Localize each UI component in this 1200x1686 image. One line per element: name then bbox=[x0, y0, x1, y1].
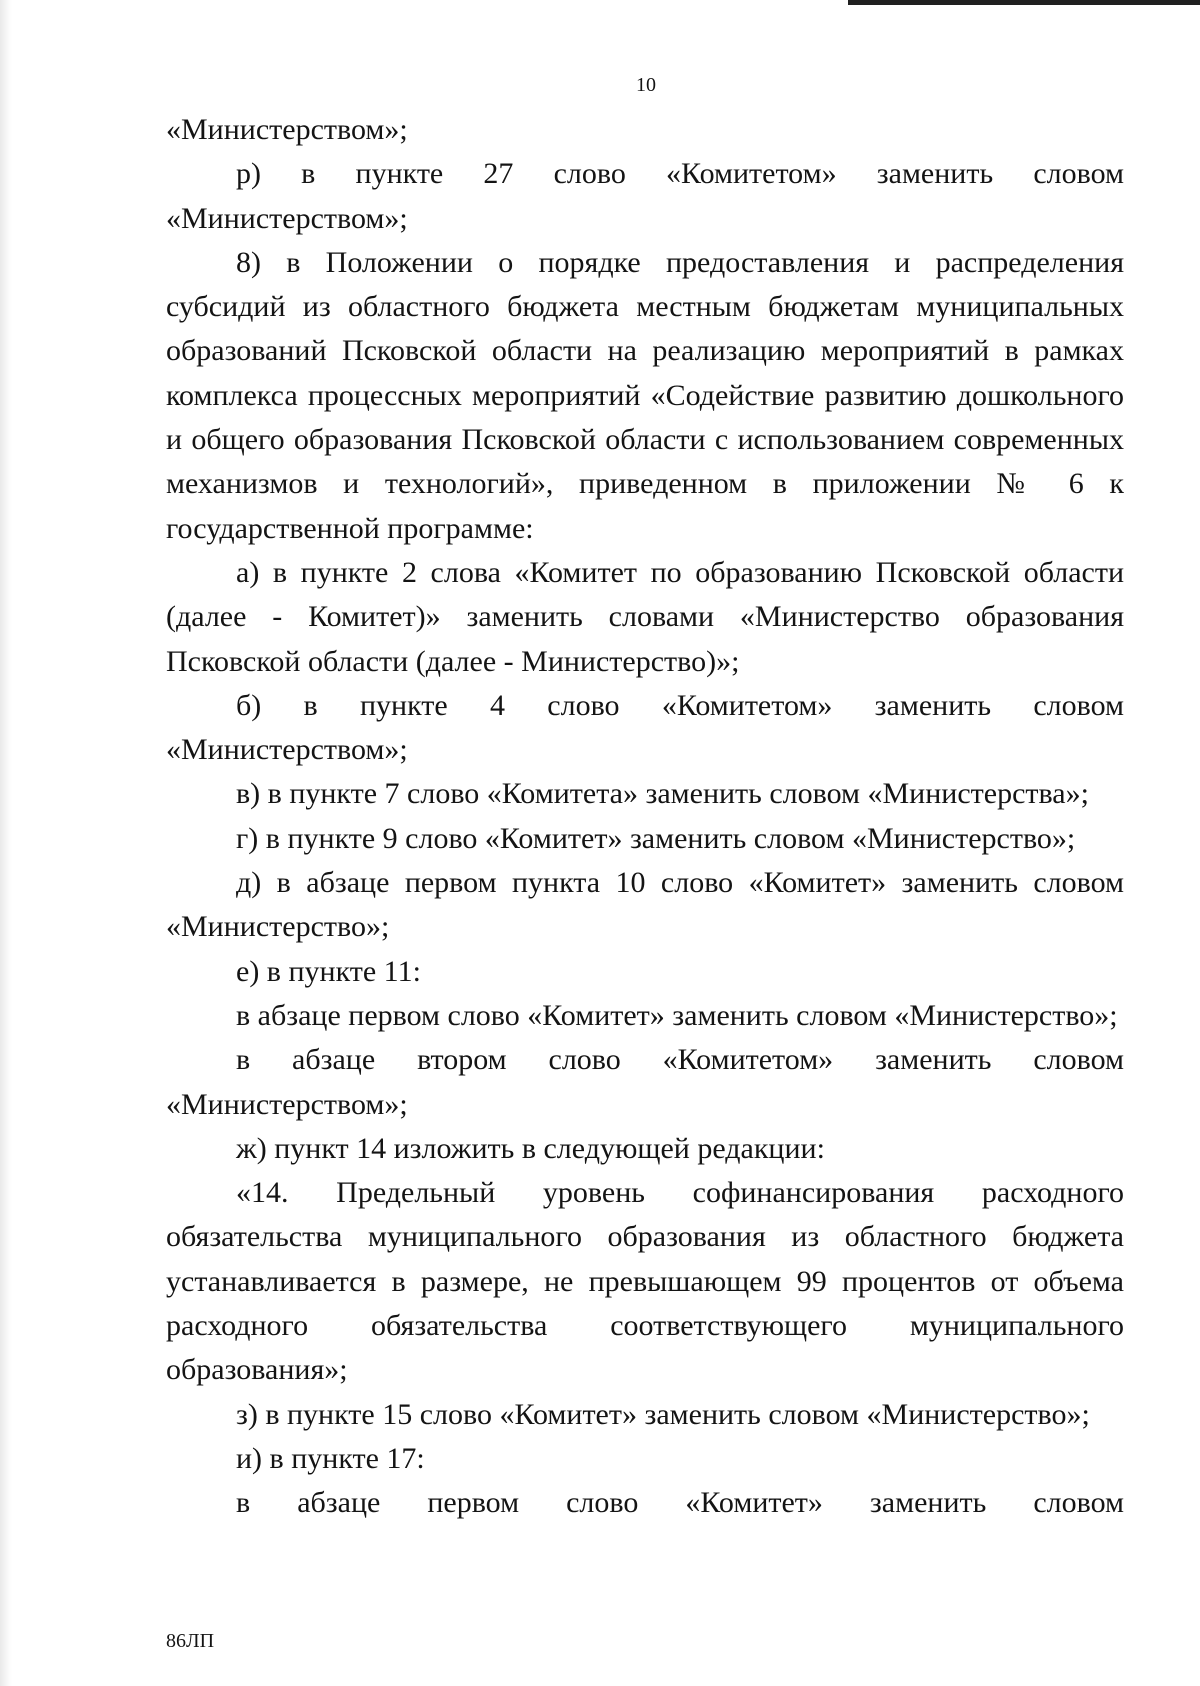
document-body bbox=[166, 108, 1124, 1526]
paragraph: в) в пункте 7 слово «Комитета» заменить словом «Министерства»; bbox=[236, 777, 1089, 811]
top-rule bbox=[848, 0, 1200, 5]
paragraph: «Министерством»; bbox=[166, 113, 408, 146]
paragraph: и) в пункте 17: bbox=[236, 1441, 425, 1475]
paragraph: р) в пункте 27 слово «Комитетом» заменить словом «Министерством»; bbox=[166, 157, 1124, 235]
paragraph: в абзаце первом слово «Комитет» заменить словом bbox=[236, 1486, 1124, 1520]
page-number: 10 bbox=[636, 74, 656, 96]
scan-edge bbox=[0, 0, 12, 1686]
paragraph: е) в пункте 11: bbox=[236, 954, 421, 988]
paragraph: а) в пункте 2 слова «Комитет по образованию Псковской области (далее - Комитет)» заменить словами «Министерство образования Псковской области (далее - Министерство)»; bbox=[166, 555, 1124, 678]
paragraph: в абзаце первом слово «Комитет» заменить словом «Министерство»; bbox=[236, 998, 1118, 1032]
paragraph: 8) в Положении о порядке предоставления и распределения субсидий из областного бюджета местным бюджетам муниципальных образований Псковской области на реализацию мероприятий в рамках комплекса процессных мероприятий «Содействие развитию дошкольного и общего образования Псковской области с использованием современных механизмов и технологий», приведенном в приложении № 6 к государственной программе: bbox=[166, 245, 1124, 545]
paragraph: в абзаце втором слово «Комитетом» заменить словом «Министерством»; bbox=[166, 1043, 1124, 1121]
paragraph: б) в пункте 4 слово «Комитетом» заменить словом «Министерством»; bbox=[166, 688, 1124, 767]
paragraph: ж) пункт 14 изложить в следующей редакции: bbox=[236, 1131, 825, 1165]
paragraph: «14. Предельный уровень софинансирования расходного обязательства муниципального образования из областного бюджета устанавливается в размере, не превышающем 99 процентов от объема расходного обязательства соответствующего муниципального образования»; bbox=[166, 1176, 1124, 1387]
footer-document-code: 86ЛП bbox=[166, 1630, 215, 1652]
paragraph: г) в пункте 9 слово «Комитет» заменить словом «Министерство»; bbox=[236, 821, 1076, 855]
paragraph: д) в абзаце первом пункта 10 слово «Комитет» заменить словом «Министерство»; bbox=[166, 866, 1124, 944]
paragraph: з) в пункте 15 слово «Комитет» заменить словом «Министерство»; bbox=[236, 1397, 1090, 1431]
